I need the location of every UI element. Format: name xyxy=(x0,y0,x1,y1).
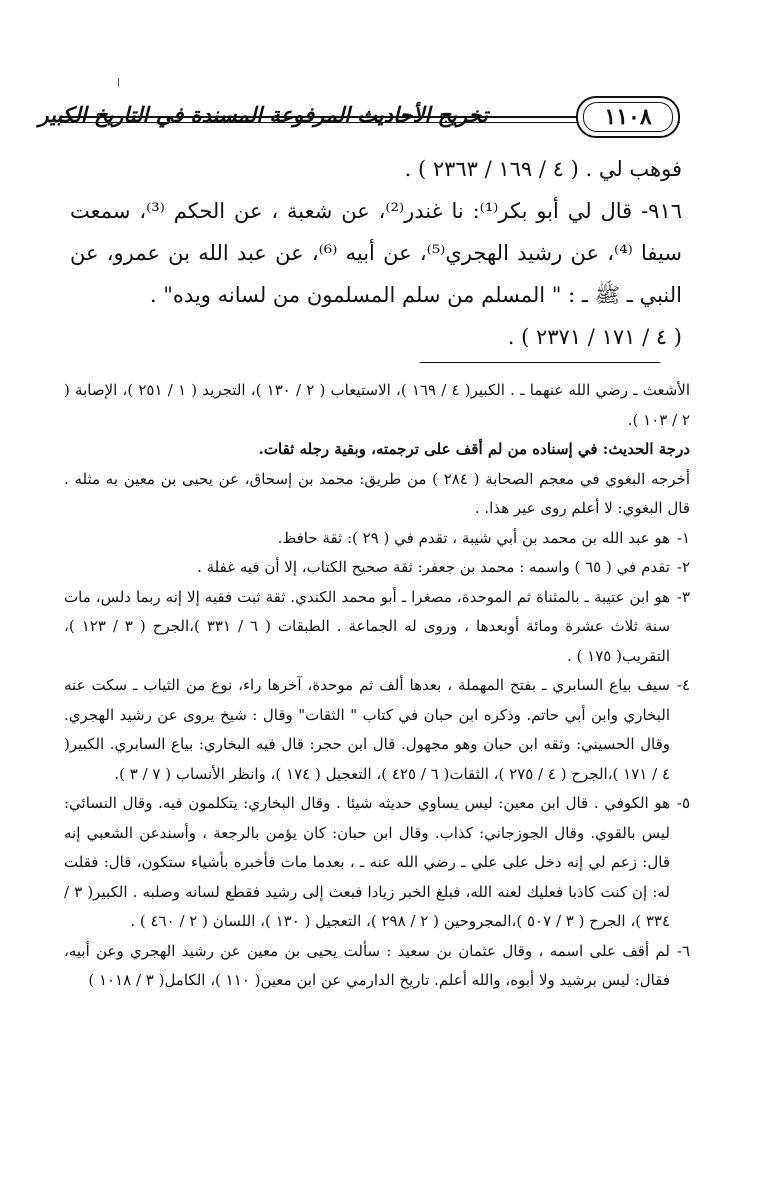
page-number-badge xyxy=(576,96,680,138)
footnote-continuation: الأشعث ـ رضي الله عنهما ـ . الكبير( ٤ / ١٦٩ )، الاستيعاب ( ٢ / ١٣٠ )، التجريد ( ١ / ٢٥١ )، الإصابة ( ٢ / ١٠٣ ). xyxy=(64,381,690,429)
main-line-1: فوهب لي . ( ٤ / ١٦٩ / ٢٣٦٣ ) . xyxy=(404,157,682,181)
footnote-item xyxy=(64,524,690,554)
footnote-separator xyxy=(420,362,660,363)
footnote-item xyxy=(64,553,690,583)
footnote-text: سيف بياع السابري ـ بفتح المهملة ، بعدها ألف ثم موحدة، آخرها راء، نوع من الثياب ـ سكت عنه البخاري وابن أبي حاتم. وذكره ابن حبان في كتاب " الثقات" وقال : شيخ يروى عن رشيد الهجري. وقال الحسيني: وثقه ابن حبان وهو مجهول. قال ابن حجر: قال فيه البخاري: بياع السابري. الكبير( ٤ / ١٧١ )،الجرح ( ٤ / ٢٧٥ )، الثقات( ٦ / ٤٢٥ )، التعجيل ( ١٧٤ )، وانظر الأنساب ( ٧ / ٣ ). xyxy=(64,676,670,783)
takhrij-note: أخرجه البغوي في معجم الصحابة ( ٢٨٤ ) من طريق: محمد بن إسحاق، عن يحيى بن معين به مثله . قال البغوي: لا أعلم روى عير هذا. . xyxy=(64,469,691,517)
hadith-paragraph: ٩١٦- قال لي أبو بكر⁽¹⁾: نا غندر⁽²⁾، عن شعبة ، عن الحكم ⁽³⁾، سمعت سيفا ⁽⁴⁾، عن رشيد الهجري⁽⁵⁾، عن أبيه ⁽⁶⁾، عن عبد الله بن عمرو، عن النبي ـ ﷺ ـ : " المسلم من سلم المسلمون من لسانه ويده" . xyxy=(70,199,683,307)
footnotes xyxy=(64,376,690,996)
footnote-item xyxy=(64,937,690,996)
hadith-reference: ( ٤ / ١٧١ / ٢٣٧١ ) . xyxy=(507,325,682,349)
footnote-item xyxy=(64,583,690,672)
footnote-text: تقدم في ( ٦٥ ) واسمه : محمد بن جعفر: ثقة صحيح الكتاب، إلا أن فيه غفلة . xyxy=(197,558,670,576)
margin-tick-mark xyxy=(118,78,119,86)
running-header xyxy=(38,94,680,140)
footnote-text: هو الكوفي . قال ابن معين: ليس يساوي حديثه شيئا . وقال البخاري: يتكلمون فيه. وقال النسائي: ليس بالقوي. وقال الجوزجاني: كذاب. وقال ابن حبان: كان يؤمن بالرجعة ، وأسندعن الشعبي إنه قال: زعم لي إنه دخل على علي ـ رضي الله عنه ـ ، بعدما مات فأخبره بأشياء ستكون، قال: فقلت له: إن كنت كاذبا فعليك لعنه الله، فبلغ الخبر زيادا فبعث إلى رشيد فقطع لسانه وصلبه . الكبير( ٣ / ٣٣٤ )، الجرح ( ٣ / ٥٠٧ )،المجروحين ( ٢ / ٢٩٨ )، التعجيل ( ١٣٠ )، اللسان ( ٢ / ٤٦٠ ) . xyxy=(64,794,670,930)
footnote-number: ٥- xyxy=(676,794,690,812)
footnote-item xyxy=(64,789,690,937)
main-text xyxy=(70,148,682,358)
header-title: تخريج الأحاديث المرفوعة المسندة في التاريخ الكبير xyxy=(38,102,488,127)
footnote-text: هو ابن عتيبة ـ بالمثناة ثم الموحدة، مصغرا ـ أبو محمد الكندي. ثقة ثبت فقيه إلا إنه ربما دلس، مات سنة ثلاث عشرة ومائة أوبعدها ، وروى له الجماعة . الطبقات ( ٦ / ٣٣١ )،الجرح ( ٣ / ١٢٣ )، التقريب( ١٧٥ ) . xyxy=(64,587,671,665)
footnote-number: ٣- xyxy=(676,587,690,606)
footnote-text: هو عبد الله بن محمد بن أبي شيبة ، تقدم في ( ٢٩ ): ثقة حافظ. xyxy=(277,528,670,547)
footnote-number: ١- xyxy=(676,528,690,547)
footnote-number: ٦- xyxy=(676,941,690,960)
footnote-number: ٢- xyxy=(676,558,690,576)
hadith-degree: درجة الحديث: في إسناده من لم أقف على ترجمته، وبقية رجله ثقات. xyxy=(258,440,690,458)
footnote-number: ٤- xyxy=(676,676,690,694)
footnote-item xyxy=(64,671,690,789)
footnote-text: لم أقف على اسمه ، وقال عثمان بن سعيد : سألت يحيى بن معين عن رشيد الهجري وعن أبيه، فقال: ليس برشيد ولا أبوه، والله أعلم. تاريخ الدارمي عن ابن معين( ١١٠ )، الكامل( ٣ / ١٠١٨ ) xyxy=(64,941,670,989)
page-number: ١١٠٨ xyxy=(583,102,673,132)
